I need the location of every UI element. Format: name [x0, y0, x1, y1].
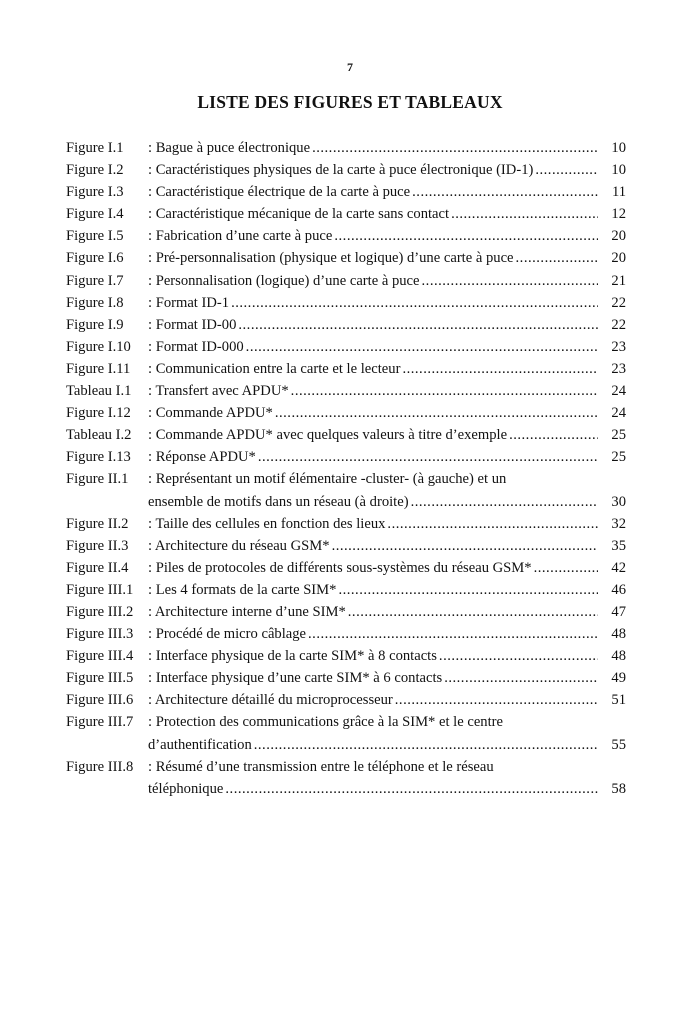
- toc-entry-title: : Interface physique d’une carte SIM* à 6 contacts: [148, 670, 443, 687]
- toc-entry-label: Figure III.3: [66, 626, 134, 643]
- toc-entry: [66, 557, 626, 579]
- toc-entry-label: Tableau I.2: [66, 427, 132, 444]
- toc-entry: [66, 247, 626, 269]
- toc-entry-title: ensemble de motifs dans un réseau (à droite): [148, 493, 409, 510]
- toc-entry-page: 48: [611, 626, 626, 643]
- toc-entry-title: : Les 4 formats de la carte SIM*: [148, 581, 337, 598]
- toc-entry-page: 22: [611, 294, 626, 311]
- toc-entry: [66, 535, 626, 557]
- toc-entry-page: 25: [611, 427, 626, 444]
- toc-entry-label: Figure I.8: [66, 294, 124, 311]
- dot-leader: [225, 778, 598, 800]
- toc-entry-title: : Fabrication d’une carte à puce: [148, 228, 333, 245]
- toc-entry-page: 10: [611, 140, 626, 156]
- toc-entry-title: : Personnalisation (logique) d’une carte à puce: [148, 272, 420, 289]
- dot-leader: [412, 181, 598, 203]
- toc-entry: [66, 203, 626, 225]
- toc-entry-page: 25: [611, 449, 626, 466]
- toc-entry-title: : Piles de protocoles de différents sous-systèmes du réseau GSM*: [148, 559, 532, 576]
- dot-leader: [258, 446, 598, 468]
- toc-entry-title: : Format ID-00: [148, 316, 237, 333]
- dot-leader: [387, 513, 598, 535]
- toc-entry: [66, 623, 626, 645]
- toc-entry-label: Figure I.2: [66, 162, 124, 179]
- page-title: LISTE DES FIGURES ET TABLEAUX: [197, 92, 503, 112]
- toc-entry-page: 48: [611, 648, 626, 665]
- toc-entry: [66, 292, 626, 314]
- dot-leader: [439, 645, 598, 667]
- toc-entry-label: Figure I.3: [66, 184, 124, 201]
- toc-entry: [66, 358, 626, 380]
- toc-entry: [66, 579, 626, 601]
- dot-leader: [534, 557, 598, 579]
- toc-entry: [66, 137, 626, 159]
- dot-leader: [395, 689, 598, 711]
- toc-entry-label: Figure I.13: [66, 449, 131, 466]
- toc-entry-label: Figure III.6: [66, 692, 134, 709]
- toc-entry: [66, 645, 626, 667]
- toc-entry-page: 10: [611, 162, 626, 179]
- toc-entry-title: : Transfert avec APDU*: [148, 383, 289, 400]
- toc-entry-title: : Protection des communications grâce à la SIM* et le centre: [148, 714, 503, 731]
- toc-entry: [66, 181, 626, 203]
- toc-entry-label: Figure I.7: [66, 272, 124, 289]
- toc-entry-label: Figure III.7: [66, 714, 134, 731]
- dot-leader: [509, 424, 598, 446]
- dot-leader: [334, 225, 598, 247]
- toc-entry: [66, 601, 626, 623]
- toc-entry-page: 35: [611, 537, 626, 554]
- toc-entry-page: 20: [611, 250, 626, 267]
- toc-entry-label: Figure I.5: [66, 228, 124, 245]
- toc-entry-title: téléphonique: [148, 780, 224, 797]
- toc-entry-page: 11: [611, 184, 626, 201]
- toc-entry-label: Figure I.9: [66, 316, 124, 333]
- dot-leader: [275, 402, 598, 424]
- toc-entry-title: : Bague à puce électronique: [148, 140, 311, 156]
- toc-entry-title: : Procédé de micro câblage: [148, 626, 307, 643]
- toc-entry-page: 58: [611, 780, 626, 797]
- toc-entry-title: : Architecture détaillé du microprocesseur: [148, 692, 393, 709]
- toc-entry-label: Figure I.4: [66, 206, 124, 223]
- dot-leader: [312, 137, 598, 159]
- toc-entry-title: d’authentification: [148, 736, 252, 753]
- toc-entry-title: : Commande APDU*: [148, 405, 273, 422]
- toc-entry: [66, 446, 626, 468]
- toc-entry-title: : Caractéristiques physiques de la carte à puce électronique (ID-1): [148, 162, 534, 179]
- toc-entry-page: 49: [611, 670, 626, 687]
- dot-leader: [451, 203, 598, 225]
- toc-entry-page: 42: [611, 559, 626, 576]
- toc-entry-title: : Communication entre la carte et le lecteur: [148, 360, 401, 377]
- toc-entry-label: Figure I.12: [66, 405, 131, 422]
- toc-entry: [66, 336, 626, 358]
- toc-entry: [66, 424, 626, 446]
- toc-entry-label: Figure II.1: [66, 471, 129, 488]
- toc-entry-title: : Commande APDU* avec quelques valeurs à titre d’exemple: [148, 427, 508, 444]
- toc-entry-label: Figure III.4: [66, 648, 134, 665]
- toc-entry-title: : Format ID-1: [148, 294, 230, 311]
- dot-leader: [332, 535, 598, 557]
- dot-leader: [291, 380, 598, 402]
- toc-entry-title: : Architecture interne d’une SIM*: [148, 603, 346, 620]
- toc-entry-page: 30: [611, 493, 626, 510]
- toc-entry-page: 46: [611, 581, 626, 598]
- toc-entry: [66, 468, 626, 512]
- toc-entry-page: 20: [611, 228, 626, 245]
- toc-entry-label: Figure I.6: [66, 250, 124, 267]
- toc-entry-label: Figure I.10: [66, 338, 131, 355]
- toc-entry-title: : Taille des cellules en fonction des lieux: [148, 515, 386, 532]
- toc-entry: [66, 711, 626, 755]
- toc-entry-label: Figure I.11: [66, 360, 131, 377]
- toc-entry: [66, 667, 626, 689]
- toc-entry-title: : Pré-personnalisation (physique et logique) d’une carte à puce: [148, 250, 514, 267]
- dot-leader: [444, 667, 598, 689]
- toc-entry-label: Figure III.5: [66, 670, 134, 687]
- dot-leader: [246, 336, 598, 358]
- toc-entry: [66, 314, 626, 336]
- toc-entry: [66, 380, 626, 402]
- toc-entry-title: : Caractéristique électrique de la carte à puce: [148, 184, 411, 201]
- toc-entry-page: 24: [611, 383, 626, 400]
- toc-entry-title: : Représentant un motif élémentaire -cluster- (à gauche) et un: [148, 471, 507, 488]
- toc-entry-page: 23: [611, 360, 626, 377]
- toc-entry-page: 22: [611, 316, 626, 333]
- dot-leader: [422, 270, 598, 292]
- toc-entry-label: Figure III.1: [66, 581, 134, 598]
- dot-leader: [535, 159, 598, 181]
- toc-entry: [66, 159, 626, 181]
- dot-leader: [402, 358, 598, 380]
- toc-entry-page: 32: [611, 515, 626, 532]
- dot-leader: [348, 601, 598, 623]
- toc-entry-page: 23: [611, 338, 626, 355]
- toc-entry-title: : Résumé d’une transmission entre le téléphone et le réseau: [148, 758, 494, 775]
- toc-entry-page: 12: [611, 206, 626, 223]
- toc-entry-label: Figure II.2: [66, 515, 129, 532]
- toc-entry-page: 24: [611, 405, 626, 422]
- toc-entry-page: 51: [611, 692, 626, 709]
- toc-entry: [66, 513, 626, 535]
- dot-leader: [238, 314, 598, 336]
- dot-leader: [254, 734, 598, 756]
- dot-leader: [338, 579, 598, 601]
- toc-entry-label: Figure III.2: [66, 603, 134, 620]
- toc-entry-label: Figure III.8: [66, 758, 134, 775]
- dot-leader: [308, 623, 598, 645]
- toc-entry-title: : Architecture du réseau GSM*: [148, 537, 330, 554]
- toc-entry-label: Tableau I.1: [66, 383, 132, 400]
- toc-entry-label: Figure II.3: [66, 537, 129, 554]
- toc-entry-label: Figure I.1: [66, 140, 124, 156]
- toc-entry-title: : Format ID-000: [148, 338, 244, 355]
- toc-entry-page: 55: [611, 736, 626, 753]
- toc-entry: [66, 402, 626, 424]
- page-number: 7: [347, 60, 353, 74]
- toc-entry: [66, 225, 626, 247]
- dot-leader: [231, 292, 598, 314]
- toc-entry-page: 21: [611, 272, 626, 289]
- toc-entry-title: : Réponse APDU*: [148, 449, 256, 466]
- toc-entry: [66, 689, 626, 711]
- dot-leader: [516, 247, 598, 269]
- toc-entry: [66, 756, 626, 800]
- toc-entry-page: 47: [611, 603, 626, 620]
- list-of-figures: [66, 137, 626, 800]
- toc-entry: [66, 270, 626, 292]
- toc-entry-title: : Interface physique de la carte SIM* à 8 contacts: [148, 648, 437, 665]
- toc-entry-title: : Caractéristique mécanique de la carte sans contact: [148, 206, 450, 223]
- toc-entry-label: Figure II.4: [66, 559, 129, 576]
- dot-leader: [411, 491, 598, 513]
